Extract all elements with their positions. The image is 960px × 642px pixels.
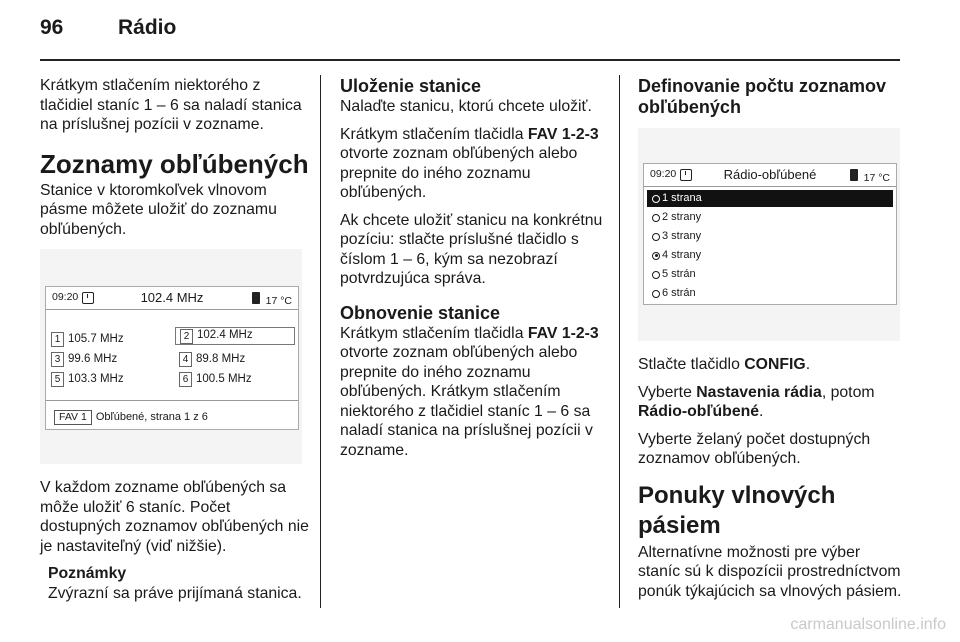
config-paragraph: Stlačte tlačidlo CONFIG. [638,356,811,373]
status-bar [46,287,298,310]
radio-favorites-label: Rádio-obľúbené [638,403,760,420]
fav-open-paragraph: Krátkym stlačením tlačidla FAV 1-2-3 otvorte zoznam obľúbených alebo prepnite do iného zoznamu obľúbených. [340,125,599,201]
screen-title: Rádio-obľúbené [723,167,817,183]
column-divider-2 [619,75,620,608]
preset-number: 2 [180,329,193,344]
save-paragraph: Nalaďte stanicu, ktorú chcete uložiť. [340,98,592,115]
preset-3[interactable] [51,350,117,370]
header-rule [40,59,900,61]
list-item-3[interactable]: 3 strany [647,228,893,245]
preset-5[interactable] [51,370,124,390]
preset-1[interactable] [51,330,124,350]
preset-4[interactable] [179,350,245,370]
section-title: Rádio [118,16,177,39]
frequency-title: 102.4 MHz [140,290,204,306]
recall-paragraph: Krátkym stlačením tlačidla FAV 1-2-3 otvorte zoznam obľúbených alebo prepnite do iného zoznamu obľúbených. Krátkym stlačením niektorého z tlačidiel staníc 1 – 6 sa naladí stanica na príslušnej pozícii v zozname. [340,324,599,459]
fav-button[interactable]: FAV 1 [54,410,92,425]
status-bar [644,164,896,187]
band-menus-heading: Ponuky vlnových pásiem [638,481,836,539]
select-count-paragraph: Vyberte želaný počet dostupných zoznamov obľúbených. [638,430,871,467]
radio-empty-icon [652,214,660,222]
band-menus-paragraph: Alternatívne možnosti pre výber staníc sú k dispozícii prostredníctvom ponúk týkajúcich sa vlnových pásiem. [638,543,902,600]
clock-time: 09:20 [650,168,677,181]
radio-checked-icon [652,252,660,260]
preset-2-active[interactable] [175,327,295,345]
list-item-5[interactable]: 5 strán [647,266,893,283]
temperature: 17 °C [863,172,890,184]
phone-icon [252,292,260,304]
save-heading: Uloženie stanice [340,76,482,96]
favorites-screen [643,163,897,305]
preset-frequency: 102.4 MHz [197,329,253,342]
intro-paragraph: Krátkym stlačením niektorého z tlačidiel staníc 1 – 6 sa naladí stanica na príslušnej pozícii v zozname. [40,77,302,133]
define-heading: Definovanie počtu zoznamov obľúbených [638,76,887,117]
right-column [638,76,904,609]
favorites-paragraph: Stanice v ktoromkoľvek vlnovom pásme môžete uložiť do zoznamu obľúbených. [40,181,277,238]
preset-number: 6 [179,372,192,387]
radio-empty-icon [652,271,660,279]
recall-heading: Obnovenie stanice [340,302,501,323]
clock-time: 09:20 [52,291,79,304]
figure-radio-favorites [638,128,900,341]
list-item-6[interactable]: 6 strán [647,285,893,302]
figure-radio-presets [40,249,302,464]
preset-frequency: 89.8 MHz [196,353,246,365]
fav-page-text: Obľúbené, strana 1 z 6 [95,411,208,423]
preset-number: 5 [51,372,64,387]
preset-number: 3 [51,352,64,367]
radio-settings-label: Nastavenia rádia [696,383,822,401]
preset-frequency: 105.7 MHz [68,333,124,345]
watermark: carmanualsonline.info [790,616,946,633]
radio-empty-icon [652,195,660,203]
phone-icon [850,169,858,181]
radio-empty-icon [652,290,660,298]
preset-6[interactable] [179,370,252,390]
preset-frequency: 103.3 MHz [68,373,124,385]
list-item-1[interactable]: 1 strana [647,190,893,207]
select-settings-paragraph: Vyberte Nastavenia rádia, potom Rádio-obľúbené. [638,383,875,420]
fav-key: FAV 1-2-3 [527,324,599,342]
temperature: 17 °C [265,295,292,307]
radio-screen [45,286,299,430]
preset-number: 1 [51,332,64,347]
list-item-4[interactable]: 4 strany [647,247,893,264]
middle-column [340,76,610,468]
note-body: Zvýrazní sa práve prijímaná stanica. [48,584,302,602]
fav-bar[interactable] [54,408,208,428]
favorites-count-paragraph: V každom zozname obľúbených sa môže uložiť 6 staníc. Počet dostupných zoznamov obľúbených nie je nastaviteľný (viď nižšie). [40,479,309,555]
left-column [40,76,310,603]
column-divider-1 [320,75,321,608]
save-position-paragraph: Ak chcete uložiť stanicu na konkrétnu pozíciu: stlačte príslušné tlačidlo s číslom 1 – 6, kým sa nezobrazí potvrdzujúca správa. [340,211,603,287]
page-number: 96 [40,16,64,39]
note-title: Poznámky [48,565,127,582]
fav-key: FAV 1-2-3 [527,125,599,143]
preset-frequency: 100.5 MHz [196,373,252,385]
preset-number: 4 [179,352,192,367]
favorites-heading: Zoznamy obľúbených [40,148,309,179]
config-key: CONFIG [744,356,806,373]
radio-empty-icon [652,233,660,241]
list-item-2[interactable]: 2 strany [647,209,893,226]
preset-frequency: 99.6 MHz [68,353,118,365]
fav-divider [46,400,298,401]
